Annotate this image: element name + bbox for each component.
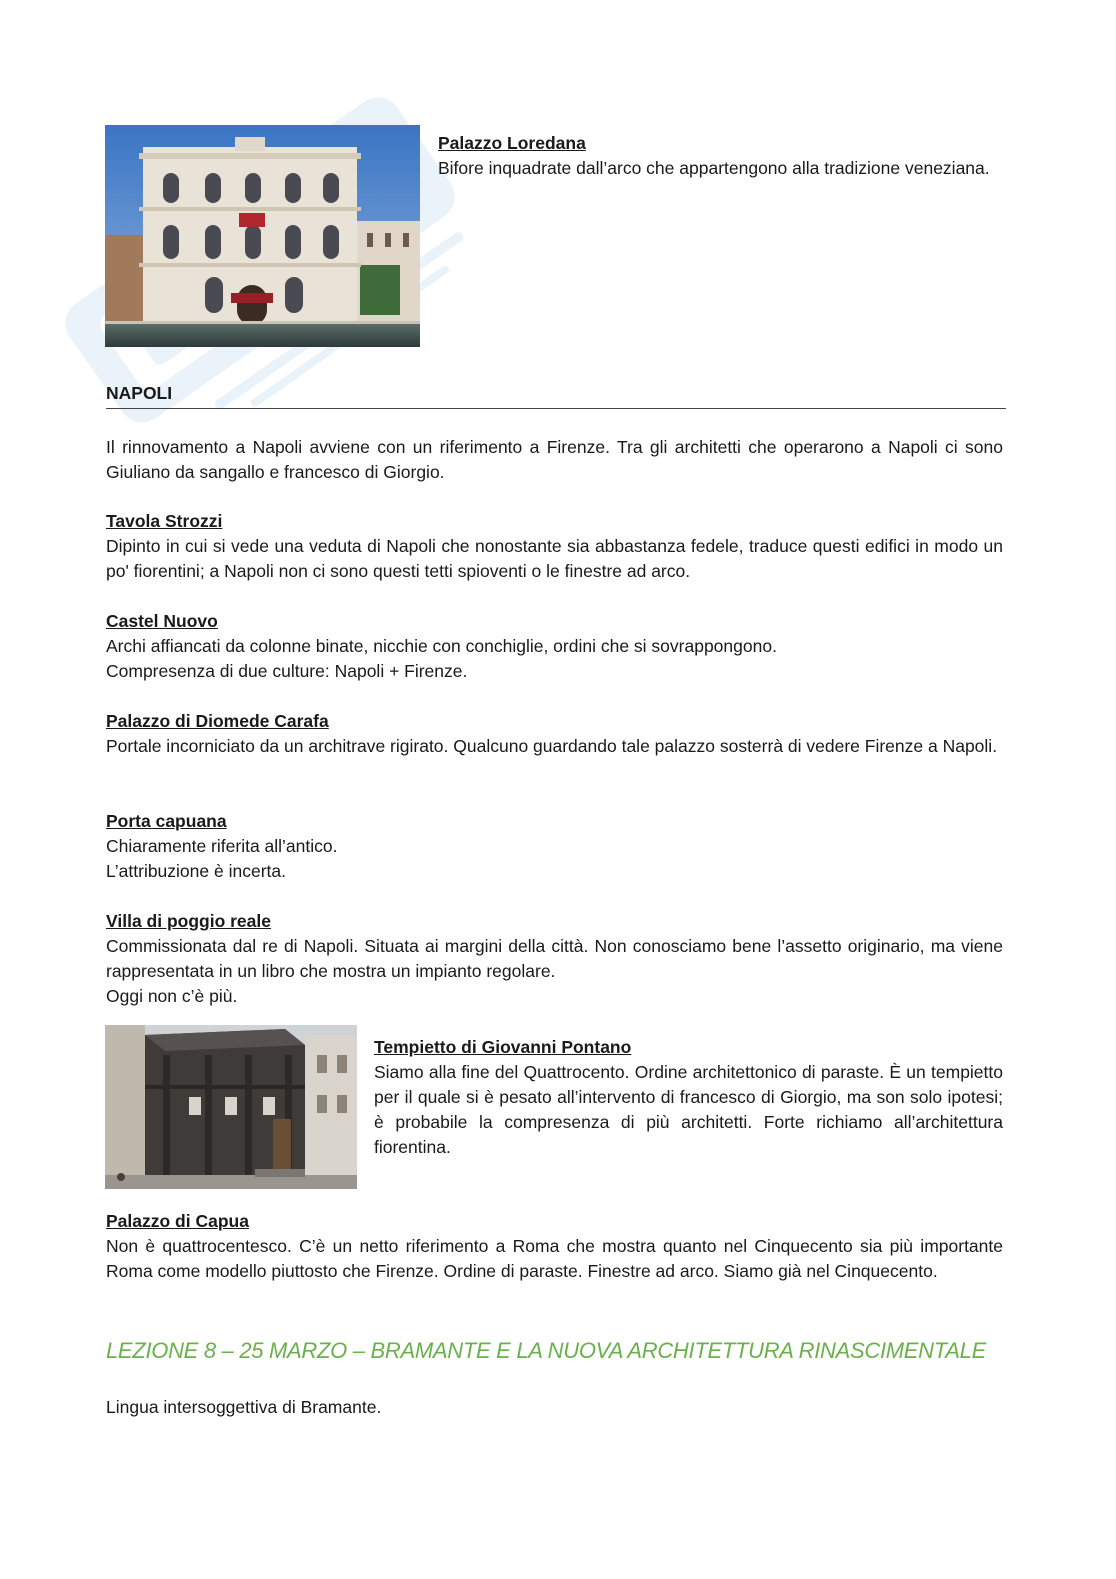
lesson-heading: LEZIONE 8 – 25 MARZO – BRAMANTE E LA NUOVA ARCHITETTURA RINASCIMENTALE (106, 1338, 986, 1363)
capua-text: Non è quattrocentesco. C’è un netto riferimento a Roma che mostra quanto nel Cinquecento sia più importante Roma come modello piuttosto che Firenze. Ordine di paraste. Finestre ad arco. Siamo già nel Cinquecento. (106, 1236, 1003, 1281)
pontano-block (374, 1035, 1003, 1160)
poggio-line2: Oggi non c’è più. (106, 986, 238, 1006)
strozzi-block (106, 509, 1003, 584)
carafa-title: Palazzo di Diomede Carafa (106, 711, 329, 731)
closing-paragraph: Lingua intersoggettiva di Bramante. (106, 1397, 382, 1417)
strozzi-title: Tavola Strozzi (106, 511, 223, 531)
capuana-title: Porta capuana (106, 811, 227, 831)
capua-block (106, 1209, 1003, 1284)
palazzo-loredan-photo (105, 125, 420, 347)
poggio-block (106, 909, 1003, 1009)
intro-paragraph: Il rinnovamento a Napoli avviene con un riferimento a Firenze. Tra gli architetti che operarono a Napoli ci sono Giuliano da sangallo e francesco di Giorgio. (106, 437, 1003, 482)
pontano-text: Siamo alla fine del Quattrocento. Ordine architettonico di paraste. È un tempietto per il quale si è pesato all’intervento di francesco di Giorgio, ma son solo ipotesi; è probabile la compresenza di più architetti. Forte richiamo all’architettura fiorentina. (374, 1062, 1003, 1157)
castel-block (106, 609, 1003, 684)
castel-line1: Archi affiancati da colonne binate, nicchie con conchiglie, ordini che si sovrappongono. (106, 636, 777, 656)
strozzi-text: Dipinto in cui si vede una veduta di Napoli che nonostante sia abbastanza fedele, traduce questi edifici in modo un po' fiorentini; a Napoli non ci sono questi tetti spioventi o le finestre ad arco. (106, 536, 1003, 581)
poggio-title: Villa di poggio reale (106, 911, 271, 931)
castel-line2: Compresenza di due culture: Napoli + Firenze. (106, 661, 468, 681)
castel-title: Castel Nuovo (106, 611, 218, 631)
capuana-line2: L’attribuzione è incerta. (106, 861, 286, 881)
poggio-text: Commissionata dal re di Napoli. Situata ai margini della città. Non conosciamo bene l’assetto originario, ma viene rappresentata in un libro che mostra un impianto regolare. (106, 936, 1003, 981)
carafa-text: Portale incorniciato da un architrave rigirato. Qualcuno guardando tale palazzo sosterrà di vedere Firenze a Napoli. (106, 736, 998, 756)
carafa-block (106, 709, 1003, 759)
capuana-block (106, 809, 1003, 884)
loredan-text: Bifore inquadrate dall’arco che appartengono alla tradizione veneziana. (438, 158, 990, 178)
section-divider (106, 408, 1006, 409)
capua-title: Palazzo di Capua (106, 1211, 249, 1231)
napoli-heading: NAPOLI (106, 383, 173, 403)
loredan-title: Palazzo Loredana (438, 133, 586, 153)
tempietto-pontano-photo (105, 1025, 357, 1189)
loredan-block (438, 131, 1003, 181)
capuana-line1: Chiaramente riferita all’antico. (106, 836, 338, 856)
pontano-title: Tempietto di Giovanni Pontano (374, 1037, 632, 1057)
